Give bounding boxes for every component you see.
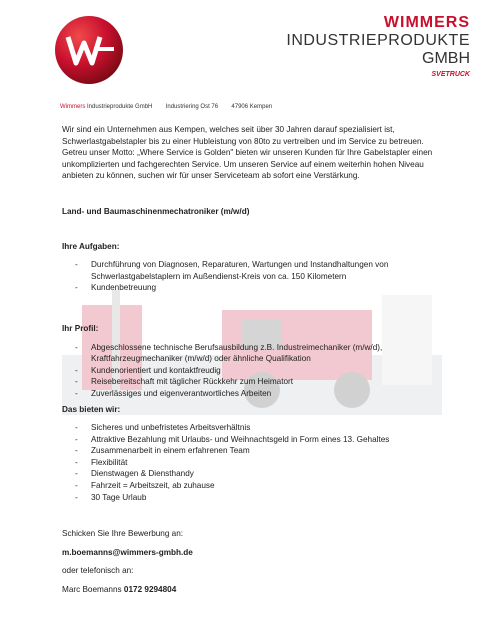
sender-address <box>60 104 272 110</box>
brand-line-2: INDUSTRIEPRODUKTE <box>286 32 470 49</box>
intro-paragraph: Wir sind ein Unternehmen aus Kempen, welches seit über 30 Jahren darauf spezialisiert ist, Schwerlastgabelstapler bis zu einer Hubleistung von 80to zu vertreiben und im Service zu betreuen. Getreu unser Motto: „Where Service is Golden" bieten wir unseren Kunden für Ihre Gabelstapler einen unkomplizierten und fachgerechten Service. Um unseren Service auf einem weiterhin hohen Niveau anbieten zu können, suchen wir für unser Serviceteam ab sofort eine Verstärkung. <box>62 125 433 181</box>
list-item: - Zusammenarbeit in einem erfahrenen Team <box>62 445 442 457</box>
address-company: Industrieprodukte GmbH <box>87 104 153 110</box>
job-title: Land- und Baumaschinenmechatroniker (m/w/d) <box>62 206 250 216</box>
tasks-list <box>62 259 442 294</box>
phone-number[interactable]: 0172 9294804 <box>123 585 177 595</box>
list-item: - 30 Tage Urlaub <box>62 492 442 504</box>
brand-sub-logo: SVETRUCK <box>431 71 470 78</box>
profile-list <box>62 342 442 400</box>
list-item: - Zuverlässiges und eigenverantwortliches Arbeiten <box>62 388 442 400</box>
list-item: - Reisebereitschaft mit täglicher Rückkehr zum Heimatort <box>62 376 442 388</box>
apply-text: Schicken Sie Ihre Bewerbung an: <box>62 529 184 539</box>
list-item: - Kundenbetreuung <box>62 282 442 294</box>
address-street: Industriering Ost 76 <box>165 104 219 110</box>
job-posting-body <box>62 124 442 596</box>
list-item: - Sicheres und unbefristetes Arbeitsverhältnis <box>62 422 442 434</box>
tasks-heading: Ihre Aufgaben: <box>62 241 120 251</box>
offer-heading: Das bieten wir: <box>62 404 121 414</box>
phone-contact <box>62 584 442 596</box>
email-link[interactable]: m.boemanns@wimmers-gmbh.de <box>62 547 193 557</box>
contact-name: Marc Boemanns <box>62 585 122 595</box>
brand-block <box>286 14 470 78</box>
list-item: - Attraktive Bezahlung mit Urlaubs- und Weihnachtsgeld in Form eines 13. Gehaltes <box>62 434 442 446</box>
list-item: - Abgeschlossene technische Berufsausbildung z.B. Industreimechaniker (m/w/d), Kraftfahrzeugmechaniker (m/w/d) oder ähnliche Qualifikation <box>62 342 442 365</box>
list-item: - Kundenorientiert und kontaktfreudig <box>62 365 442 377</box>
address-company-red: Wimmers <box>60 104 86 110</box>
list-item: - Dienstwagen & Diensthandy <box>62 468 442 480</box>
brand-line-3: GMBH <box>422 50 470 67</box>
list-item: - Durchführung von Diagnosen, Reparaturen, Wartungen und Instandhaltungen von Schwerlastgabelstaplern im Außendienst-Kreis von ca. 150 Kilometern <box>62 259 442 282</box>
phone-intro: oder telefonisch an: <box>62 566 134 576</box>
brand-name: WIMMERS <box>383 14 470 31</box>
list-item: - Flexibilität <box>62 457 442 469</box>
offer-list <box>62 422 442 503</box>
address-city: 47906 Kempen <box>231 104 273 110</box>
profile-heading: Ihr Profil: <box>62 323 99 333</box>
list-item: - Fahrzeit = Arbeitszeit, ab zuhause <box>62 480 442 492</box>
company-logo <box>54 15 124 85</box>
